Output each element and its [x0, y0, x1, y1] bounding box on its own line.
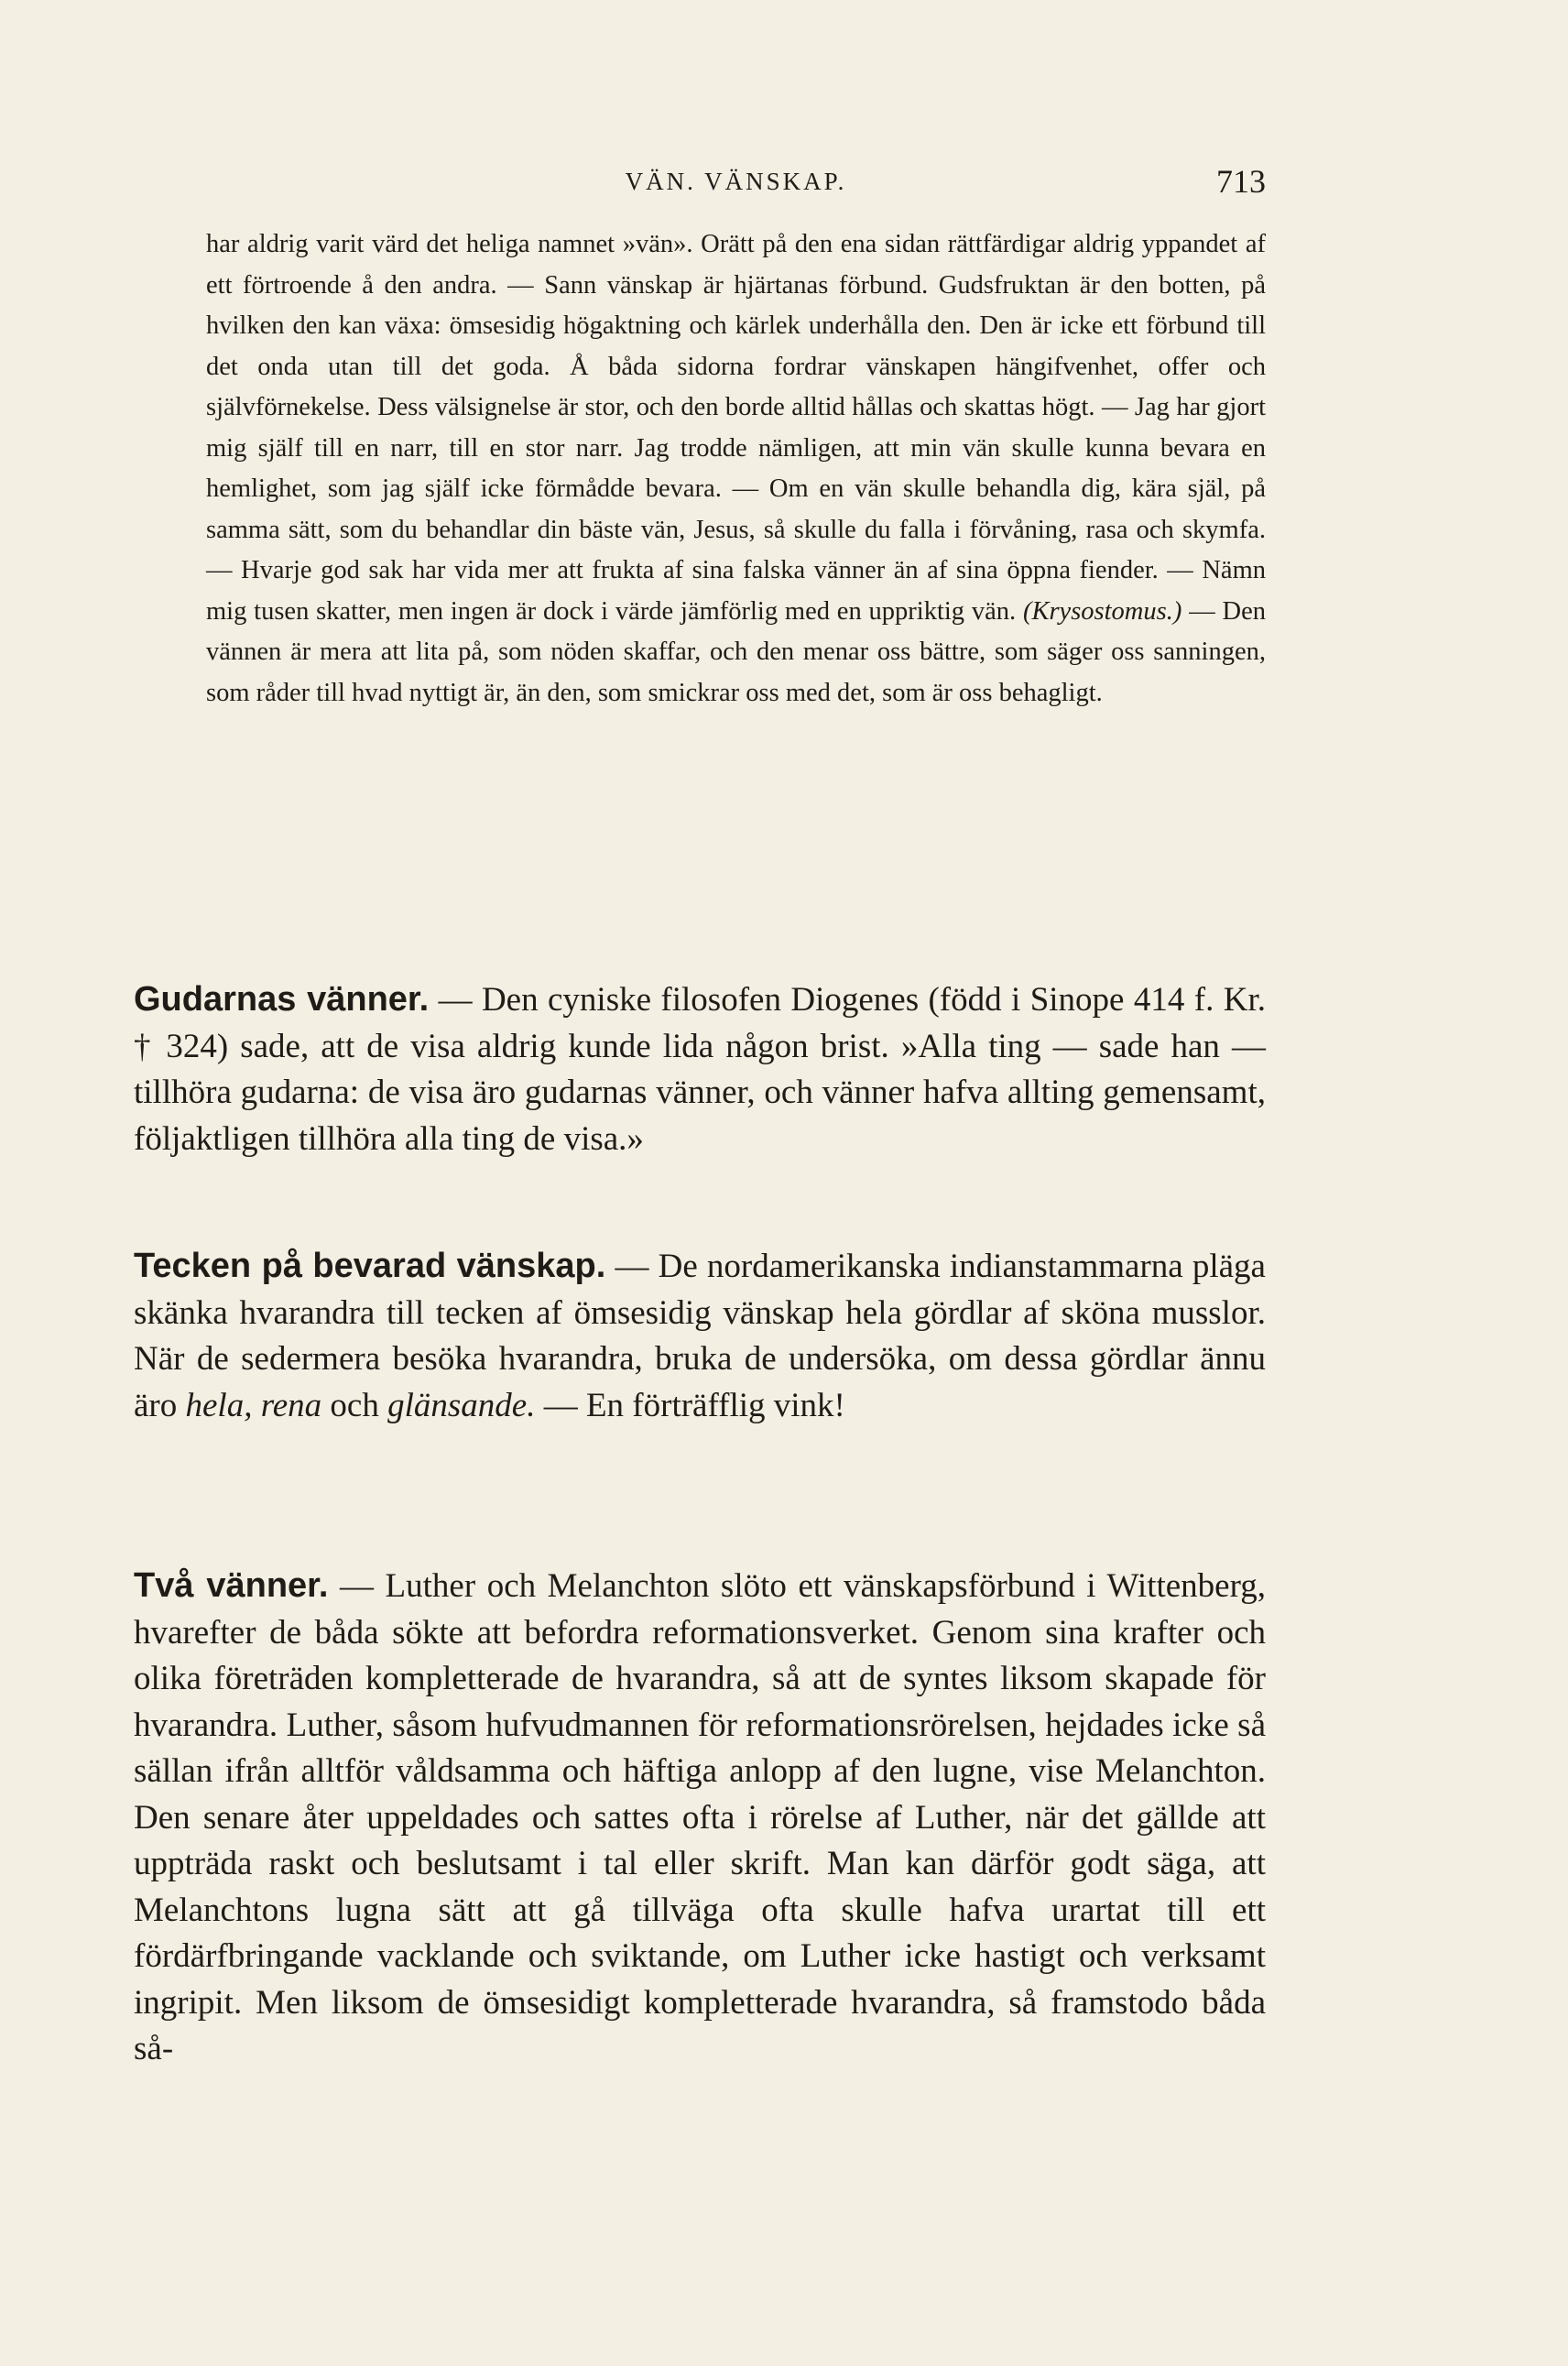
- intro-text-1: har aldrig varit värd det heliga namnet »vän». Orätt på den ena sidan rättfärdigar aldrig yppandet af ett förtroende å den andra. — Sann vänskap är hjärtanas förbund. Gudsfruktan är den botten, på hvilken den kan växa: ömsesidig högaktning och kärlek underhålla den. Den är icke ett förbund till det onda utan till det goda. Å båda sidorna fordrar vänskapen hängifvenhet, offer och självförnekelse. Dess välsignelse är stor, och den borde alltid hållas och skattas högt. — Jag har gjort mig själf till en narr, till en stor narr. Jag trodde nämligen, att min vän skulle kunna bevara en hemlighet, som jag själf icke förmådde bevara. — Om en vän skulle behandla dig, kära själ, på samma sätt, som du behandlar din bäste vän, Jesus, så skulle du falla i förvåning, rasa och skymfa. — Hvarje god sak har vida mer att frukta af sina falska vänner än af sina öppna fiender. — Nämn mig tusen skatter, men ingen är dock i värde jämförlig med en uppriktig vän.: [206, 230, 1266, 626]
- emphasis-rena: rena: [260, 1386, 322, 1424]
- section-heading: Gudarnas vänner.: [134, 980, 430, 1019]
- section-text: — Den cyniske filosofen Diogenes (född i Sinope 414 f. Kr. † 324) sade, att de visa aldrig kunde lida någon brist. »Alla ting — sade han — tillhöra gudarna: de visa äro gudarnas vänner, och vänner hafva allting gemensamt, följaktligen tillhöra alla ting de visa.»: [134, 981, 1266, 1158]
- section-text-end: — En förträfflig vink!: [535, 1386, 845, 1424]
- section-text: — De nordamerikanska indianstammarna pläga skänka hvarandra till tecken af ömsesidig vänskap hela gördlar af sköna musslor. När de sedermera besöka hvarandra, bruka de undersöka, om dessa gördlar ännu äro: [134, 1248, 1266, 1424]
- section-heading: Tecken på bevarad vänskap.: [134, 1247, 606, 1285]
- section-tva-vanner: [134, 1563, 1266, 2073]
- running-title: VÄN. VÄNSKAP.: [625, 168, 847, 195]
- page-number: 713: [1216, 163, 1266, 200]
- intro-source: (Krysostomus.): [1022, 596, 1182, 626]
- section-text-and: och: [321, 1386, 388, 1424]
- section-text: — Luther och Melanchton slöto ett vänskapsförbund i Wittenberg, hvarefter de båda sökte att befordra reformationsverket. Genom sina krafter och olika företräden kompletterade de hvarandra, så att de syntes liksom skapade för hvarandra. Luther, såsom hufvudmannen för reformationsrörelsen, hejdades icke så sällan ifrån alltför våldsamma och häftiga anlopp af den lugne, vise Melanchton. Den senare åter uppeldades och sattes ofta i rörelse af Luther, när det gällde att uppträda raskt och beslutsamt i tal eller skrift. Man kan därför godt säga, att Melanchtons lugna sätt att gå tillväga ofta skulle hafva urartat till ett fördärfbringande vacklande och sviktande, om Luther icke hastigt och verksamt ingripit. Men liksom de ömsesidigt kompletterade hvarandra, så framstodo båda så-: [134, 1567, 1266, 2067]
- emphasis-hela: hela,: [185, 1386, 253, 1424]
- section-tecken-pa-bevarad-vanskap: [134, 1243, 1266, 1429]
- section-gudarnas-vanner: [134, 976, 1266, 1162]
- section-heading: Två vänner.: [134, 1566, 329, 1605]
- emphasis-glansande: glänsande.: [387, 1386, 536, 1424]
- intro-text-2: — Den vännen är mera att lita på, som nöden skaffar, och den menar oss bättre, som säger oss sanningen, som råder till hvad nyttigt är, än den, som smickrar oss med det, som är oss behagligt.: [206, 596, 1266, 707]
- intro-paragraph: [206, 224, 1266, 714]
